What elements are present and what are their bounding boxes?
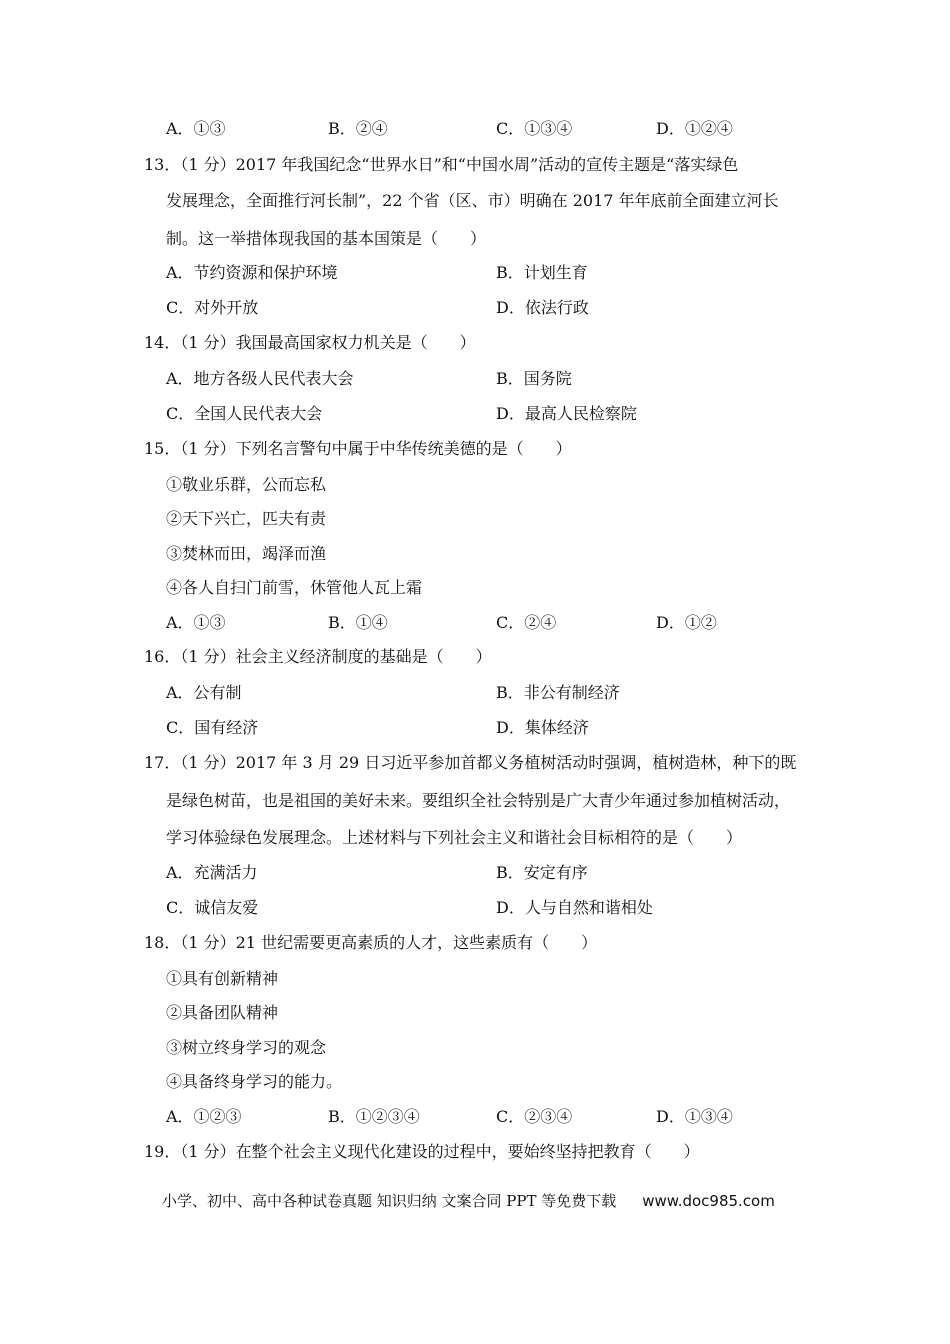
q15-item-1: ①敬业乐群，公而忘私 (166, 475, 327, 494)
q18-item-2: ②具备团队精神 (166, 1003, 279, 1022)
q13-stem-line-3: 制。这一举措体现我国的基本国策是（ ） (166, 229, 487, 248)
q13-stem-line-2: 发展理念，全面推行河长制”，22 个省（区、市）明确在 2017 年年底前全面建立河长 (166, 191, 779, 210)
q17-option-c: C．诚信友爱 (166, 898, 259, 917)
q15-option-c: C．②④ (496, 613, 557, 632)
q16-stem: 16．（1 分）社会主义经济制度的基础是（ ） (144, 647, 492, 666)
q14-option-d: D．最高人民检察院 (496, 404, 637, 423)
q18-item-3: ③树立终身学习的观念 (166, 1038, 327, 1057)
q17-option-d: D．人与自然和谐相处 (496, 898, 653, 917)
footer-url[interactable]: www.doc985.com (642, 1192, 775, 1210)
q17-stem-line-1: 17．（1 分）2017 年 3 月 29 日习近平参加首都义务植树活动时强调，植树造林，种下的既 (144, 753, 797, 772)
q12-option-b: B．②④ (328, 119, 388, 138)
q17-option-b: B．安定有序 (496, 863, 588, 882)
q17-option-a: A．充满活力 (166, 863, 258, 882)
q15-item-2: ②天下兴亡，匹夫有责 (166, 509, 327, 528)
q12-option-d: D．①②④ (656, 119, 733, 138)
q19-stem: 19．（1 分）在整个社会主义现代化建设的过程中，要始终坚持把教育（ ） (144, 1142, 700, 1161)
footer-text: 小学、初中、高中各种试卷真题 知识归纳 文案合同 PPT 等免费下载 (162, 1192, 617, 1210)
q12-option-c: C．①③④ (496, 119, 573, 138)
q16-option-a: A．公有制 (166, 683, 242, 702)
q13-option-b: B．计划生育 (496, 263, 588, 282)
q18-option-d: D．①③④ (656, 1107, 733, 1126)
q13-option-a: A．节约资源和保护环境 (166, 263, 338, 282)
q15-option-a: A．①③ (166, 613, 226, 632)
q16-option-d: D．集体经济 (496, 718, 589, 737)
q14-stem: 14．（1 分）我国最高国家权力机关是（ ） (144, 333, 476, 352)
q15-stem: 15．（1 分）下列名言警句中属于中华传统美德的是（ ） (144, 439, 572, 458)
q18-stem: 18．（1 分）21 世纪需要更高素质的人才，这些素质有（ ） (144, 933, 598, 952)
page-footer (162, 1190, 775, 1211)
q18-option-c: C．②③④ (496, 1107, 573, 1126)
q17-stem-line-2: 是绿色树苗，也是祖国的美好未来。要组织全社会特别是广大青少年通过参加植树活动， (166, 791, 791, 810)
q15-option-b: B．①④ (328, 613, 388, 632)
q17-stem-line-3: 学习体验绿色发展理念。上述材料与下列社会主义和谐社会目标相符的是（ ） (166, 828, 743, 847)
q14-option-a: A．地方各级人民代表大会 (166, 369, 354, 388)
q16-option-b: B．非公有制经济 (496, 683, 620, 702)
q18-item-4: ④具备终身学习的能力。 (166, 1072, 343, 1091)
q13-option-c: C．对外开放 (166, 298, 259, 317)
q16-option-c: C．国有经济 (166, 718, 259, 737)
q13-option-d: D．依法行政 (496, 298, 589, 317)
q12-option-a: A．①③ (166, 119, 226, 138)
q18-option-b: B．①②③④ (328, 1107, 420, 1126)
q18-item-1: ①具有创新精神 (166, 969, 279, 988)
q14-option-b: B．国务院 (496, 369, 572, 388)
q15-item-3: ③焚林而田，竭泽而渔 (166, 544, 327, 563)
q13-stem-line-1: 13．（1 分）2017 年我国纪念“世界水日”和“中国水周”活动的宣传主题是“落实绿色 (144, 155, 739, 174)
q14-option-c: C．全国人民代表大会 (166, 404, 323, 423)
q18-option-a: A．①②③ (166, 1107, 242, 1126)
q15-item-4: ④各人自扫门前雪，休管他人瓦上霜 (166, 578, 423, 597)
q15-option-d: D．①② (656, 613, 717, 632)
